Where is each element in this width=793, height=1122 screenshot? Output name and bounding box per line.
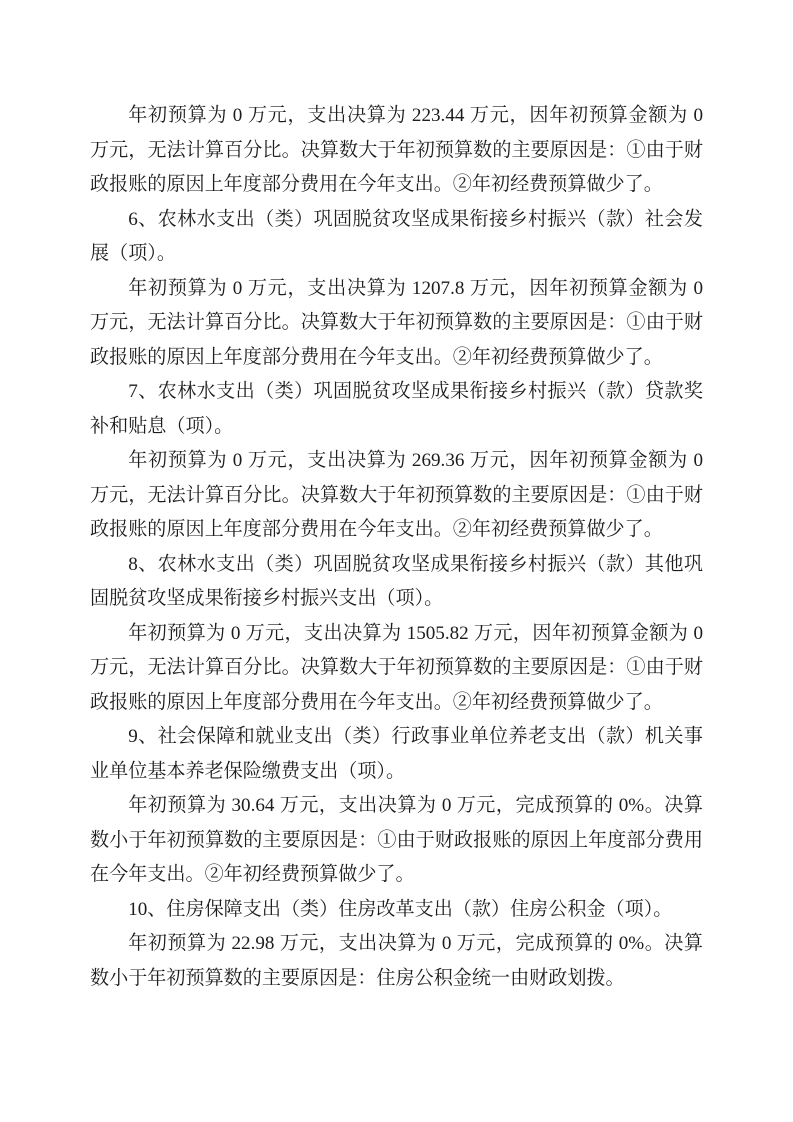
item-heading: 10、住房保障支出（类）住房改革支出（款）住房公积金（项）。 — [128, 898, 673, 920]
item-heading: 6、农林水支出（类）巩固脱贫攻坚成果衔接乡村振兴（款）社会发展（项）。 — [90, 208, 703, 264]
body-paragraph: 年初预算为 30.64 万元，支出决算为 0 万元，完成预算的 0%。决算数小于年初预算数的主要原因是：①由于财政报账的原因上年度部分费用在今年支出。②年初经费预算做少了。 — [90, 795, 703, 885]
body-paragraph: 年初预算为 0 万元，支出决算为 223.44 万元，因年初预算金额为 0 万元，无法计算百分比。决算数大于年初预算数的主要原因是：①由于财政报账的原因上年度部分费用在今年支出。②年初经费预算做少了。 — [90, 105, 703, 195]
body-paragraph: 年初预算为 0 万元，支出决算为 1505.82 万元，因年初预算金额为 0 万元，无法计算百分比。决算数大于年初预算数的主要原因是：①由于财政报账的原因上年度部分费用在今年支出。②年初经费预算做少了。 — [90, 622, 703, 713]
item-heading: 7、农林水支出（类）巩固脱贫攻坚成果衔接乡村振兴（款）贷款奖补和贴息（项）。 — [90, 381, 703, 437]
body-paragraph: 年初预算为 0 万元，支出决算为 269.36 万元，因年初预算金额为 0 万元，无法计算百分比。决算数大于年初预算数的主要原因是：①由于财政报账的原因上年度部分费用在今年支出。②年初经费预算做少了。 — [90, 450, 703, 540]
document-text-block — [90, 99, 703, 996]
item-heading: 8、农林水支出（类）巩固脱贫攻坚成果衔接乡村振兴（款）其他巩固脱贫攻坚成果衔接乡村振兴支出（项）。 — [90, 553, 703, 609]
item-heading: 9、社会保障和就业支出（类）行政事业单位养老支出（款）机关事业单位基本养老保险缴费支出（项）。 — [90, 726, 703, 782]
body-paragraph: 年初预算为 22.98 万元，支出决算为 0 万元，完成预算的 0%。决算数小于年初预算数的主要原因是：住房公积金统一由财政划拨。 — [90, 933, 703, 989]
body-paragraph: 年初预算为 0 万元，支出决算为 1207.8 万元，因年初预算金额为 0 万元，无法计算百分比。决算数大于年初预算数的主要原因是：①由于财政报账的原因上年度部分费用在今年支出。②年初经费预算做少了。 — [90, 277, 703, 368]
